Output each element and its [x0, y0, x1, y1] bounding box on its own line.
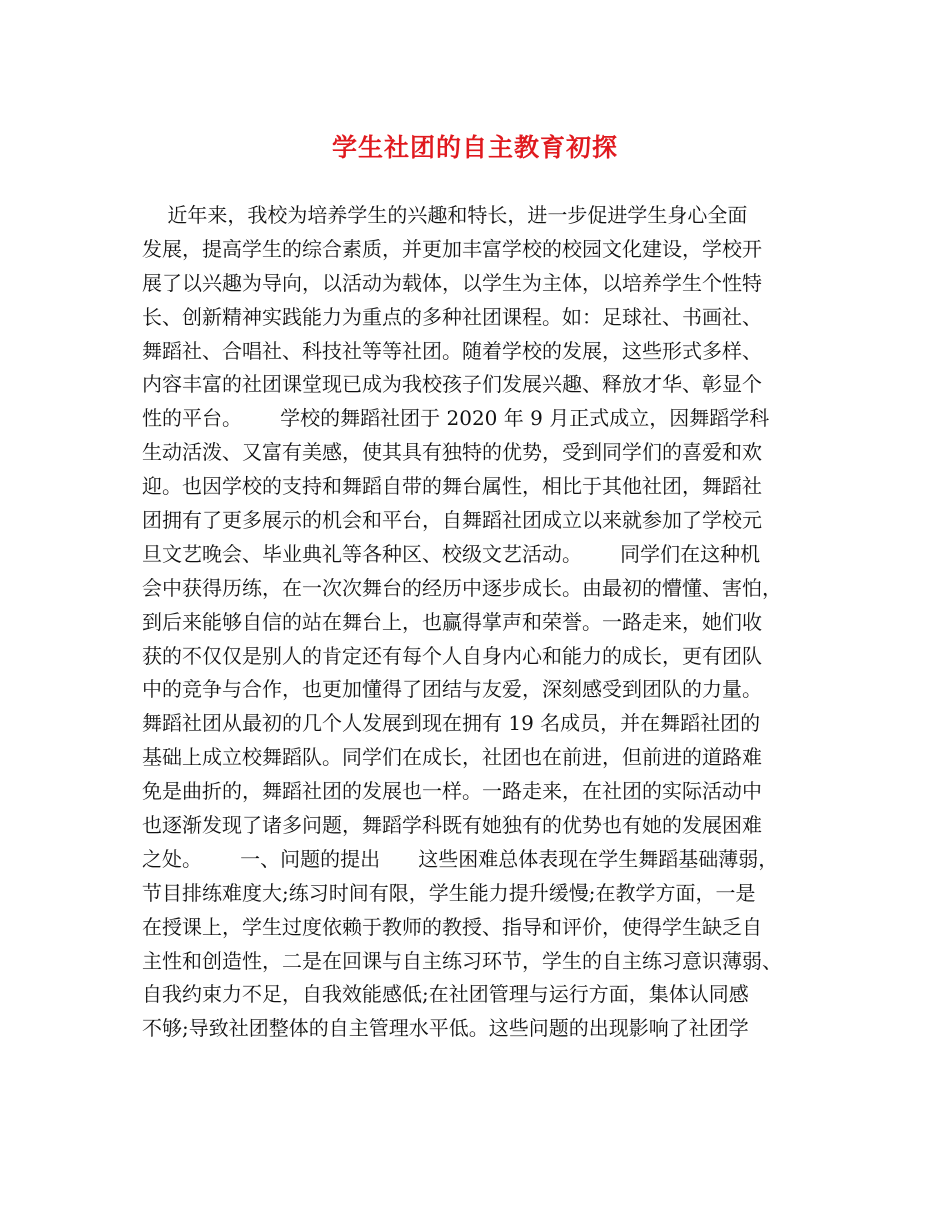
body-line: 舞蹈社团从最初的几个人发展到现在拥有 19 名成员，并在舞蹈社团的 — [142, 711, 761, 736]
body-line: 到后来能够自信的站在舞台上，也赢得掌声和荣誉。一路走来，她们收 — [142, 609, 762, 634]
body-line: 生动活泼、又富有美感，使其具有独特的优势，受到同学们的喜爱和欢 — [142, 440, 762, 465]
body-line: 中的竞争与合作，也更加懂得了团结与友爱，深刻感受到团队的力量。 — [142, 677, 762, 702]
body-line: 也逐渐发现了诸多问题，舞蹈学科既有她独有的优势也有她的发展困难 — [142, 813, 762, 838]
body-line: 舞蹈社、合唱社、科技社等等社团。随着学校的发展，这些形式多样、 — [142, 338, 762, 363]
body-line: 基础上成立校舞蹈队。同学们在成长，社团也在前进，但前进的道路难 — [142, 745, 762, 770]
body-line: 会中获得历练，在一次次舞台的经历中逐步成长。由最初的懵懂、害怕， — [142, 575, 782, 600]
body-line: 展了以兴趣为导向，以活动为载体，以学生为主体，以培养学生个性特 — [142, 270, 762, 295]
body-line: 发展，提高学生的综合素质，并更加丰富学校的校园文化建设，学校开 — [142, 236, 762, 261]
body-line: 节目排练难度大;练习时间有限，学生能力提升缓慢;在教学方面，一是 — [142, 880, 756, 905]
body-line: 长、创新精神实践能力为重点的多种社团课程。如：足球社、书画社、 — [142, 304, 762, 329]
body-line: 近年来，我校为培养学生的兴趣和特长，进一步促进学生身心全面 — [142, 203, 748, 227]
body-line: 主性和创造性，二是在回课与自主练习环节，学生的自主练习意识薄弱、 — [142, 948, 782, 973]
document-title: 学生社团的自主教育初探 — [331, 133, 618, 162]
body-line: 获的不仅仅是别人的肯定还有每个人自身内心和能力的成长，更有团队 — [142, 643, 762, 668]
body-line: 迎。也因学校的支持和舞蹈自带的舞台属性，相比于其他社团，舞蹈社 — [142, 474, 762, 499]
body-line: 不够;导致社团整体的自主管理水平低。这些问题的出现影响了社团学 — [142, 1016, 749, 1041]
body-line: 内容丰富的社团课堂现已成为我校孩子们发展兴趣、释放才华、彰显个 — [142, 372, 762, 397]
body-line: 免是曲折的，舞蹈社团的发展也一样。一路走来，在社团的实际活动中 — [142, 779, 762, 804]
body-line: 之处。 一、问题的提出 这些困难总体表现在学生舞蹈基础薄弱， — [142, 846, 779, 871]
document-body — [142, 199, 822, 1046]
body-line: 性的平台。 学校的舞蹈社团于 2020 年 9 月正式成立，因舞蹈学科 — [142, 406, 770, 431]
body-line: 团拥有了更多展示的机会和平台，自舞蹈社团成立以来就参加了学校元 — [142, 508, 762, 533]
body-line: 自我约束力不足，自我效能感低;在社团管理与运行方面，集体认同感 — [142, 982, 749, 1007]
body-line: 在授课上，学生过度依赖于教师的教授、指导和评价，使得学生缺乏自 — [142, 914, 762, 939]
body-line: 旦文艺晚会、毕业典礼等各种区、校级文艺活动。 同学们在这种机 — [142, 541, 761, 566]
